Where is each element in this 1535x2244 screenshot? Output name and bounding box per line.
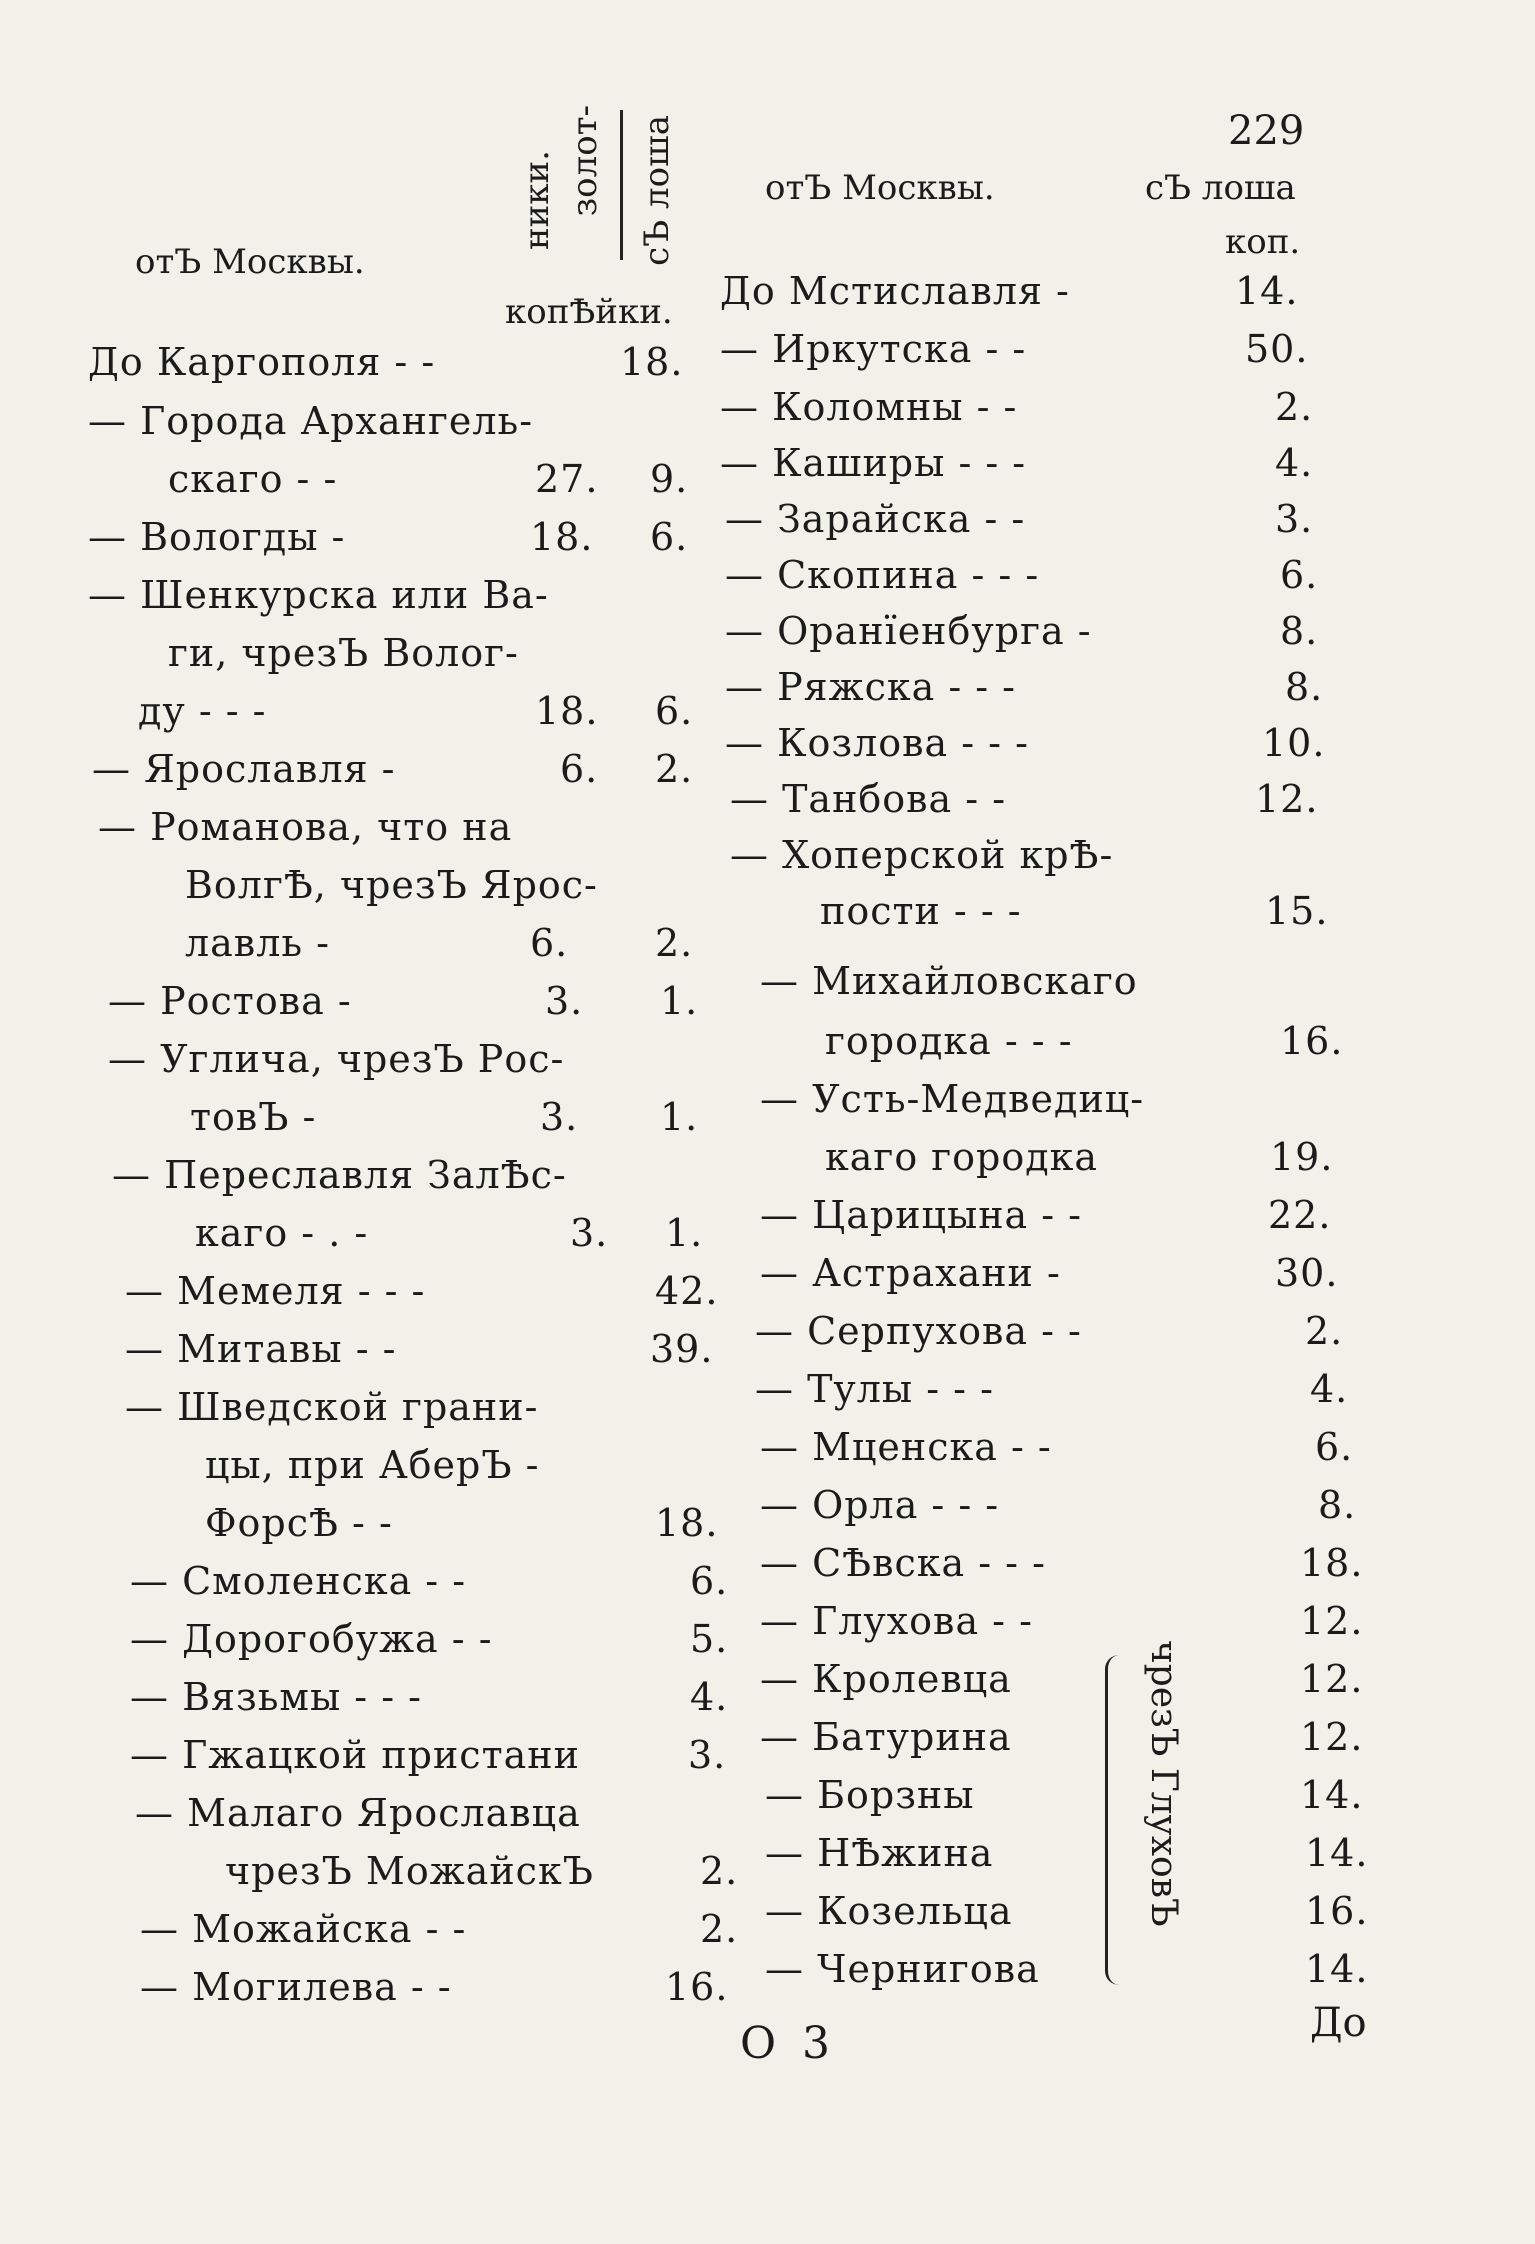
left-row-value: 39. <box>650 1327 714 1371</box>
right-row: городка - - - <box>825 1019 1073 1063</box>
right-row-value: 50. <box>1245 327 1309 371</box>
left-row <box>125 1385 539 1429</box>
left-row-value-2: 1. <box>660 1095 699 1139</box>
page-number: 229 <box>1228 108 1305 154</box>
signature-mark: О 3 <box>740 2018 837 2069</box>
right-row-value: 22. <box>1268 1193 1332 1237</box>
right-row-value: 6. <box>1315 1425 1354 1469</box>
right-row: — Каширы - - - <box>720 441 1027 485</box>
left-row-value-2: 6. <box>650 515 689 559</box>
left-row <box>88 515 346 559</box>
place-name: лавль - <box>185 921 330 965</box>
place-name: — Переславля ЗалѢс- <box>112 1153 567 1197</box>
right-row-value: 16. <box>1305 1889 1369 1933</box>
left-row-value-2: 6. <box>655 689 694 733</box>
right-row: пости - - - <box>820 889 1022 933</box>
place-name: — Города Архангель- <box>88 399 534 443</box>
right-header-kop: коп. <box>1225 222 1301 262</box>
left-row <box>88 340 436 384</box>
place-name: — Дорогобужа - - <box>130 1617 493 1661</box>
left-row-value: 3. <box>688 1733 727 1777</box>
right-row-value: 3. <box>1275 497 1314 541</box>
right-row: — Зарайска - - <box>725 497 1026 541</box>
right-row-value: 10. <box>1262 721 1326 765</box>
right-row: — Царицына - - <box>760 1193 1083 1237</box>
place-name: — Смоленска - - <box>130 1559 467 1603</box>
left-row-value: 18. <box>530 515 594 559</box>
left-row <box>130 1617 493 1661</box>
right-row: — Козельца <box>765 1889 1013 1933</box>
place-name: — Ярославля - <box>92 747 396 791</box>
place-name: ду - - - <box>138 689 267 733</box>
left-row-value: 27. <box>535 457 599 501</box>
left-row-value: 4. <box>690 1675 729 1719</box>
place-name: ги, чрезЪ Волог- <box>168 631 519 675</box>
left-header-from: отЪ Москвы. <box>135 242 365 282</box>
place-name: — Углича, чрезЪ Рос- <box>108 1037 565 1081</box>
right-row: — Михайловскаго <box>760 959 1138 1003</box>
left-row <box>125 1269 426 1313</box>
right-row: — СѢвска - - - <box>760 1541 1046 1585</box>
right-row: — Борзны <box>765 1773 975 1817</box>
left-row <box>195 1211 369 1255</box>
left-row-value: 42. <box>655 1269 719 1313</box>
left-row-value: 18. <box>655 1501 719 1545</box>
right-row: — Хоперской крѢ- <box>730 833 1114 877</box>
left-header-kop: копѢйки. <box>505 292 673 332</box>
left-row-value: 6. <box>560 747 599 791</box>
right-row: — Танбова - - <box>730 777 1007 821</box>
place-name: — Малаго Ярославца <box>135 1791 581 1835</box>
right-row-value: 12. <box>1300 1657 1364 1701</box>
left-row-value: 6. <box>690 1559 729 1603</box>
left-row <box>108 1037 565 1081</box>
left-row <box>138 689 267 733</box>
right-row: — Мценска - - <box>760 1425 1052 1469</box>
left-header-rule <box>620 110 623 260</box>
right-row: — Серпухова - - <box>755 1309 1082 1353</box>
place-name: — Вязьмы - - - <box>130 1675 422 1719</box>
left-row <box>140 1965 452 2009</box>
place-name: — Шведской грани- <box>125 1385 539 1429</box>
right-row: До Мстиславля - <box>720 269 1070 313</box>
right-row-value: 4. <box>1275 441 1314 485</box>
right-row: каго городка <box>825 1135 1099 1179</box>
right-row: — Орла - - - <box>760 1483 1000 1527</box>
left-header-vertical-2: золот- <box>565 105 605 217</box>
catchword: До <box>1310 2000 1367 2046</box>
left-row <box>185 863 598 907</box>
right-row: — Тулы - - - <box>755 1367 994 1411</box>
right-header-loshad: сЪ лоша <box>1145 168 1296 208</box>
left-row-value: 18. <box>620 340 684 384</box>
left-row <box>168 631 519 675</box>
right-row-value: 6. <box>1280 553 1319 597</box>
left-row-value-2: 2. <box>655 747 694 791</box>
right-row-value: 16. <box>1280 1019 1344 1063</box>
group-brace <box>1105 1655 1122 1985</box>
left-row <box>168 457 338 501</box>
place-name: — Романова, что на <box>98 805 513 849</box>
left-row-value: 3. <box>540 1095 579 1139</box>
left-row <box>92 747 396 791</box>
left-header-vertical-1: сЪ лоша <box>637 115 677 266</box>
left-row-value-2: 1. <box>660 979 699 1023</box>
left-row-value-2: 9. <box>650 457 689 501</box>
place-name: — Можайска - - <box>140 1907 467 1951</box>
right-row-value: 2. <box>1275 385 1314 429</box>
left-row-value: 6. <box>530 921 569 965</box>
place-name: — Ростова - <box>108 979 352 1023</box>
left-row-value: 5. <box>690 1617 729 1661</box>
right-row-value: 14. <box>1235 269 1299 313</box>
left-row-value: 18. <box>535 689 599 733</box>
left-row <box>130 1559 467 1603</box>
right-row-value: 12. <box>1300 1715 1364 1759</box>
right-row: — Иркутска - - <box>720 327 1027 371</box>
right-row-value: 19. <box>1270 1135 1334 1179</box>
right-row: — Скопина - - - <box>725 553 1040 597</box>
left-row <box>225 1849 594 1893</box>
right-row-value: 15. <box>1265 889 1329 933</box>
right-row-value: 8. <box>1285 665 1324 709</box>
right-row: — Кролевца <box>760 1657 1012 1701</box>
left-row <box>112 1153 567 1197</box>
left-row <box>135 1791 581 1835</box>
right-row-value: 14. <box>1305 1947 1369 1991</box>
left-row <box>140 1907 467 1951</box>
place-name: До Каргополя - - <box>88 340 436 384</box>
place-name: — Гжацкой пристани <box>130 1733 580 1777</box>
left-header-vertical-3: ники. <box>517 150 557 251</box>
place-name: ВолгѢ, чрезЪ Ярос- <box>185 863 598 907</box>
left-row <box>108 979 352 1023</box>
left-row <box>88 573 549 617</box>
right-row-value: 2. <box>1305 1309 1344 1353</box>
right-row: — Глухова - - <box>760 1599 1033 1643</box>
right-row-value: 14. <box>1300 1773 1364 1817</box>
right-row: — Козлова - - - <box>725 721 1029 765</box>
place-name: — Митавы - - <box>125 1327 397 1371</box>
right-header-from: отЪ Москвы. <box>765 168 995 208</box>
left-row <box>125 1327 397 1371</box>
place-name: — Шенкурска или Ва- <box>88 573 549 617</box>
left-row <box>185 921 330 965</box>
right-row: — Астрахани - <box>760 1251 1061 1295</box>
left-row-value: 3. <box>570 1211 609 1255</box>
right-row-value: 30. <box>1275 1251 1339 1295</box>
place-name: ФорсѢ - - <box>205 1501 393 1545</box>
right-row: — Усть-Медведиц- <box>760 1077 1145 1121</box>
right-row-value: 8. <box>1318 1483 1357 1527</box>
brace-label: чрезЪ ГлуховЪ <box>1143 1640 1184 1927</box>
left-row <box>88 399 534 443</box>
right-row: — Ряжска - - - <box>725 665 1017 709</box>
right-row: — Чернигова <box>765 1947 1040 1991</box>
left-row <box>205 1443 540 1487</box>
left-row <box>190 1095 317 1139</box>
right-row-value: 12. <box>1255 777 1319 821</box>
right-row: — Оранїенбурга - <box>725 609 1092 653</box>
right-row-value: 14. <box>1305 1831 1369 1875</box>
left-row-value: 16. <box>665 1965 729 2009</box>
place-name: — Мемеля - - - <box>125 1269 426 1313</box>
right-row: — Коломны - - <box>720 385 1018 429</box>
place-name: цы, при АберЪ - <box>205 1443 540 1487</box>
right-row-value: 4. <box>1310 1367 1349 1411</box>
left-row <box>130 1733 580 1777</box>
right-row-value: 18. <box>1300 1541 1364 1585</box>
right-row: — НѢжина <box>765 1831 994 1875</box>
left-row <box>130 1675 422 1719</box>
left-row-value: 2. <box>700 1849 739 1893</box>
place-name: каго - . - <box>195 1211 369 1255</box>
right-row-value: 8. <box>1280 609 1319 653</box>
left-row <box>98 805 513 849</box>
left-row-value-2: 1. <box>665 1211 704 1255</box>
place-name: — Могилева - - <box>140 1965 452 2009</box>
place-name: чрезЪ МожайскЪ <box>225 1849 594 1893</box>
left-row-value-2: 2. <box>655 921 694 965</box>
right-row-value: 12. <box>1300 1599 1364 1643</box>
left-row-value: 3. <box>545 979 584 1023</box>
left-row <box>205 1501 393 1545</box>
place-name: — Вологды - <box>88 515 346 559</box>
place-name: товЪ - <box>190 1095 317 1139</box>
place-name: скаго - - <box>168 457 338 501</box>
right-row: — Батурина <box>760 1715 1012 1759</box>
left-row-value: 2. <box>700 1907 739 1951</box>
